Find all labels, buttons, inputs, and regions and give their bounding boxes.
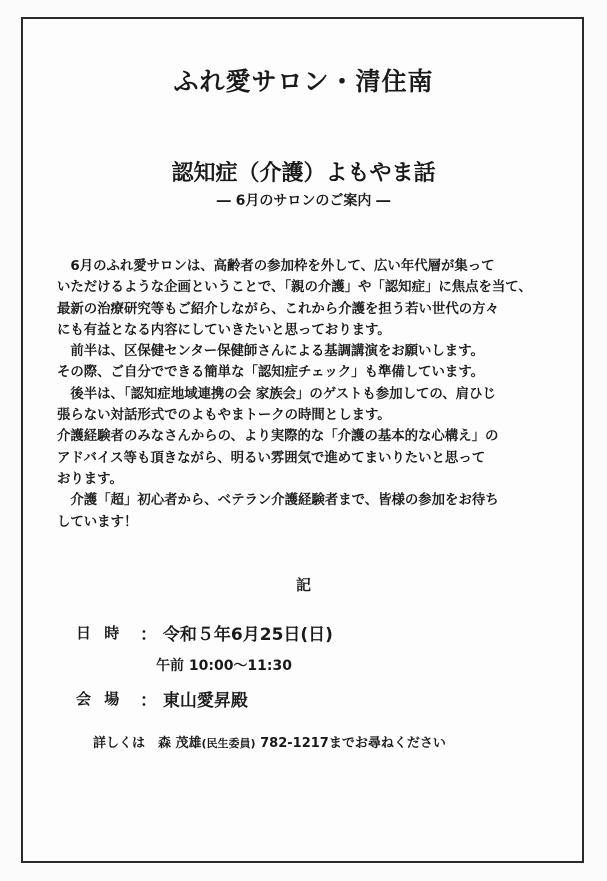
body-line: その際、ご自分でできる簡単な「認知症チェック」も準備しています。 — [57, 365, 485, 381]
contact-role: (民生委員) — [201, 737, 256, 750]
venue-value: ： 東山愛昇殿 — [140, 691, 248, 711]
contact-prefix: 詳しくは 森 茂雄 — [93, 736, 202, 751]
contact-info — [93, 732, 446, 751]
date-value: ： 令和５年6月25日(日) — [140, 625, 333, 645]
event-guide: ― 6月のサロンのご案内 ― — [216, 193, 391, 209]
body-line: おります。 — [57, 471, 123, 487]
time-value: 午前 10:00～11:30 — [156, 658, 293, 674]
body-line: 最新の治療研究等もご紹介しながら、これから介護を担う若い世代の方々 — [57, 301, 499, 317]
body-line: アドバイス等も頂きながら、明るい雰囲気で進めてまいりたいと思って — [57, 450, 486, 466]
body-text — [57, 256, 557, 533]
body-line: 介護「超」初心者から、ベテラン介護経験者まで、皆様の参加をお待ち — [57, 493, 499, 509]
body-line: 6月のふれ愛サロンは、高齢者の参加枠を外して、広い年代層が集って — [57, 259, 495, 274]
body-line: にも有益となる内容にしていきたいと思っております。 — [57, 322, 391, 338]
body-line: 前半は、区保健センター保健師さんによる基調講演をお願いします。 — [57, 344, 484, 360]
date-label: 日 時 — [76, 624, 124, 642]
body-line: 介護経験者のみなさんからの、より実際的な「介護の基本的な心構え」の — [57, 429, 499, 445]
contact-suffix: 782-1217までお尋ねください — [255, 736, 446, 751]
ki-heading: 記 — [295, 576, 311, 594]
body-line: 後半は、「認知症地域連携の会 家族会」のゲストも参加しての、肩ひじ — [57, 386, 496, 402]
body-line: 張らない対話形式でのよもやまトークの時間とします。 — [57, 408, 391, 424]
event-subtitle: 認知症（介護）よもやま話 — [171, 161, 436, 186]
venue-label: 会 場 — [76, 690, 124, 708]
salon-title: ふれ愛サロン・清住南 — [173, 67, 434, 96]
body-line: しています！ — [57, 514, 138, 530]
body-line: いただけるような企画ということで、「親の介護」や「認知症」に焦点を当て、 — [57, 280, 532, 296]
